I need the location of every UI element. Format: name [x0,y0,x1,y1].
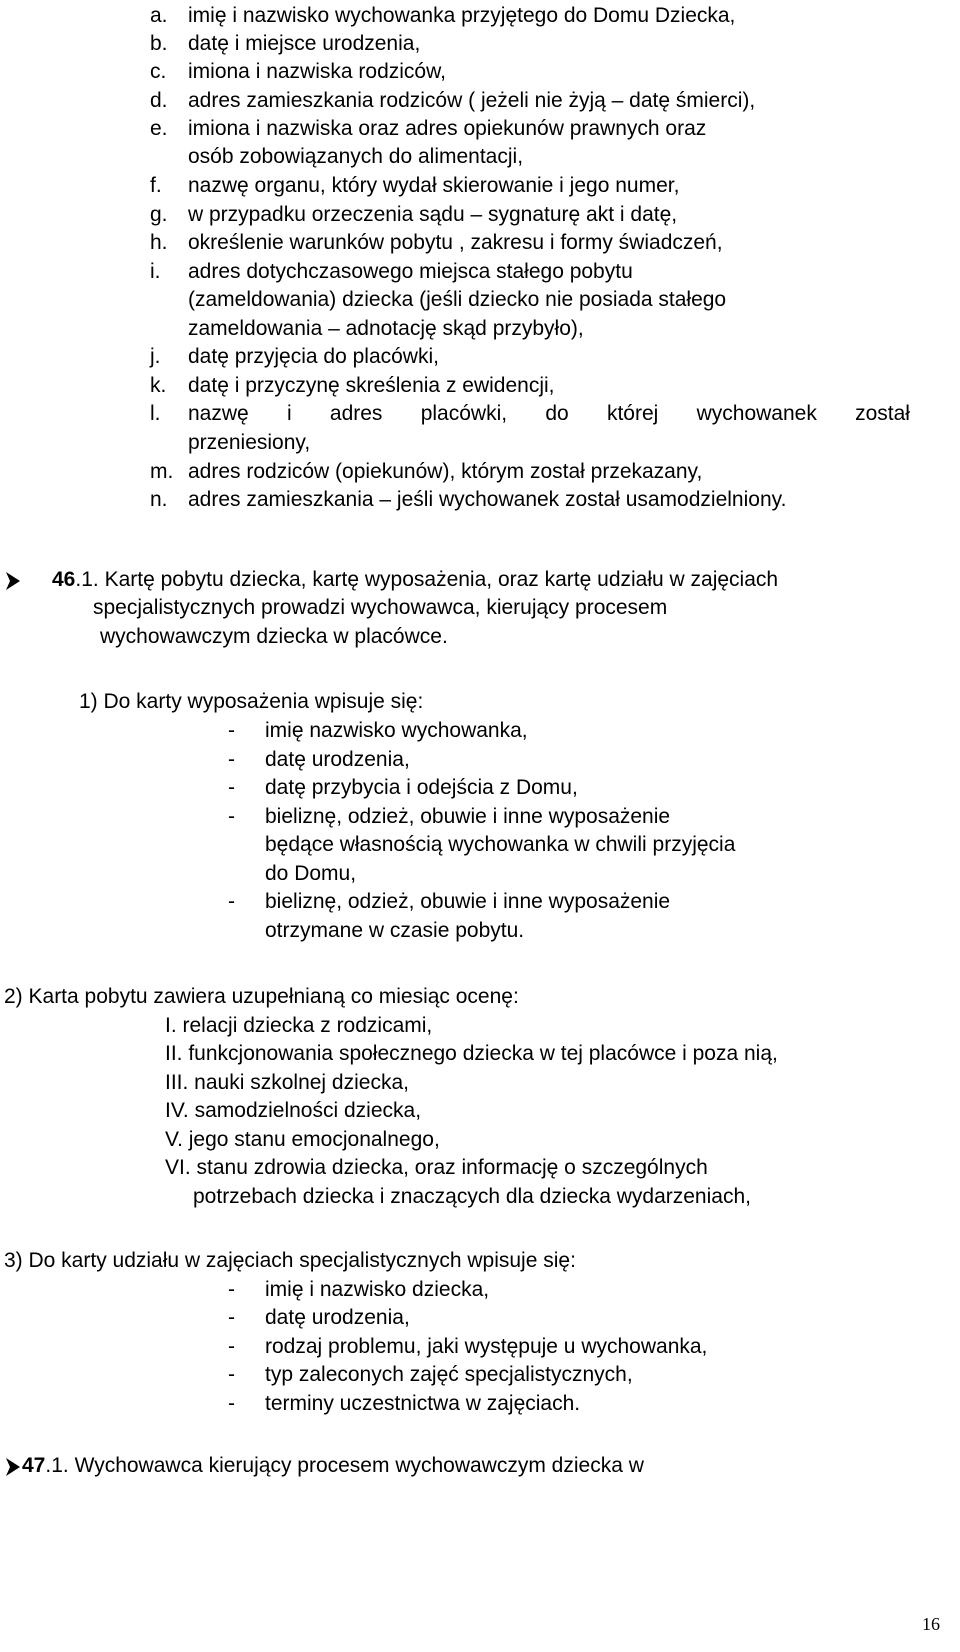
section-number: 46 [52,568,76,591]
dash-item: - datę przybycia i odejścia z Domu, [228,776,578,799]
paragraph-line: specjalistycznych prowadzi wychowawca, kierujący procesem [93,596,668,619]
roman-item: III. nauki szkolnej dziecka, [165,1071,409,1094]
dash-item-continuation: do Domu, [265,862,357,885]
dash-item: - rodzaj problemu, jaki występuje u wychowanka, [228,1335,708,1358]
section-number: 47 [22,1454,46,1477]
dash-item: - bieliznę, odzież, obuwie i inne wyposażenie [228,805,671,828]
roman-item: V. jego stanu emocjonalnego, [165,1128,440,1151]
section-heading-line: 47.1. Wychowawca kierujący procesem wychowawczym dziecka w [22,1454,644,1477]
justified-line: nazwę i adres placówki, do której wychowanek został [188,402,910,425]
roman-item: II. funkcjonowania społecznego dziecka w tej placówce i poza nią, [165,1042,778,1065]
roman-item-continuation: potrzebach dziecka i znaczących dla dziecka wydarzeniach, [193,1185,751,1208]
list-item: g. w przypadku orzeczenia sądu – sygnaturę akt i datę, [150,203,678,226]
list-item-continuation: przeniesiony, [188,431,311,454]
dash-item: - datę urodzenia, [228,748,410,771]
dash-item: - terminy uczestnictwa w zajęciach. [228,1392,581,1415]
subsection-heading: 2) Karta pobytu zawiera uzupełnianą co miesiąc ocenę: [4,985,519,1008]
list-item-continuation: osób zobowiązanych do alimentacji, [188,145,524,168]
arrow-bullet-icon [4,1456,22,1478]
dash-item: - typ zaleconych zajęć specjalistycznych, [228,1363,633,1386]
list-item: c. imiona i nazwiska rodziców, [150,60,446,83]
list-item: k. datę i przyczynę skreślenia z ewidencji, [150,374,555,397]
roman-item: VI. stanu zdrowia dziecka, oraz informację o szczególnych [165,1156,708,1179]
roman-item: IV. samodzielności dziecka, [165,1099,422,1122]
list-item: b. datę i miejsce urodzenia, [150,32,421,55]
roman-item: I. relacji dziecka z rodzicami, [165,1014,433,1037]
list-item: a. imię i nazwisko wychowanka przyjętego do Domu Dziecka, [150,4,736,27]
subsection-heading: 1) Do karty wyposażenia wpisuje się: [79,690,424,713]
dash-item: - datę urodzenia, [228,1306,410,1329]
section-heading-line: 46.1. Kartę pobytu dziecka, kartę wyposażenia, oraz kartę udziału w zajęciach [52,568,779,591]
dash-item: - imię i nazwisko dziecka, [228,1278,490,1301]
subsection-heading: 3) Do karty udziału w zajęciach specjalistycznych wpisuje się: [4,1249,576,1272]
list-item-continuation: zameldowania – adnotację skąd przybyło), [188,317,584,340]
dash-item: - bieliznę, odzież, obuwie i inne wyposażenie [228,890,671,913]
dash-item: - imię nazwisko wychowanka, [228,719,528,742]
list-item: f. nazwę organu, który wydał skierowanie i jego numer, [150,174,680,197]
list-item: n. adres zamieszkania – jeśli wychowanek został usamodzielniony. [150,488,787,511]
list-item: i. adres dotychczasowego miejsca stałego pobytu [150,260,633,283]
list-item: h. określenie warunków pobytu , zakresu i formy świadczeń, [150,231,723,254]
list-item: l. nazwę i adres placówki, do której wychowanek został [150,400,910,428]
list-item: e. imiona i nazwiska oraz adres opiekunów prawnych oraz [150,117,707,140]
paragraph-line: wychowawczym dziecka w placówce. [100,625,448,648]
dash-item-continuation: otrzymane w czasie pobytu. [265,919,525,942]
list-item: m. adres rodziców (opiekunów), którym został przekazany, [150,460,703,483]
list-item-continuation: (zameldowania) dziecka (jeśli dziecko nie posiada stałego [188,288,727,311]
dash-item-continuation: będące własnością wychowanka w chwili przyjęcia [265,833,736,856]
list-item: j. datę przyjęcia do placówki, [150,345,439,368]
arrow-bullet-icon [4,570,22,592]
list-item: d. adres zamieszkania rodziców ( jeżeli nie żyją – datę śmierci), [150,89,756,112]
page-number: 16 [922,1614,940,1634]
